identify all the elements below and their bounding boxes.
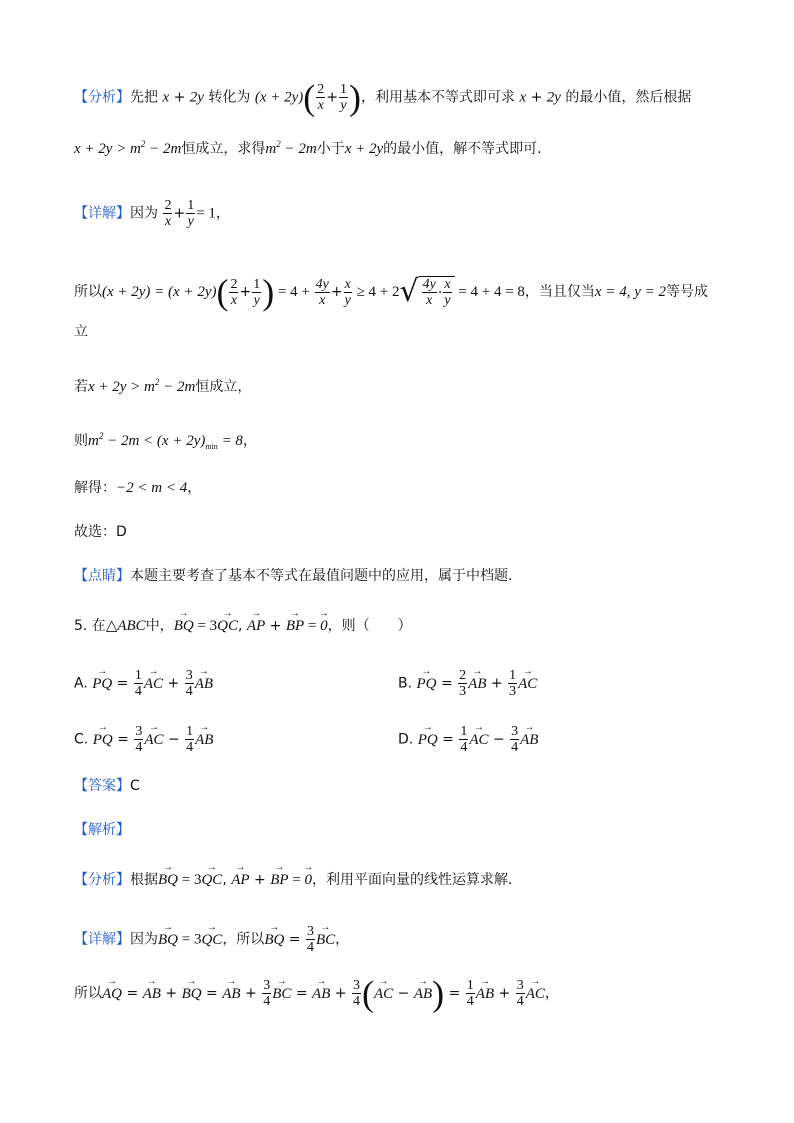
answer-value: C [130, 778, 140, 794]
text: ，当且仅当 [524, 284, 595, 300]
text: 5. 在 [74, 618, 106, 634]
analysis-line-1: 【分析】先把 x + 2y 转化为 (x + 2y)( $\frac{2}{x}$ + $\frac{1}{y}$ )，利用基本不等式即可求 x + 2y 的最小值，然后根据 [74, 77, 692, 118]
answer-line [74, 776, 140, 796]
detail-tag: 【详解】 [74, 205, 130, 222]
text: 转化为 [208, 89, 251, 106]
detail-tag: 【详解】 [74, 931, 130, 948]
detail-5-line-1: 【详解】因为→ BQ = 3→ QC，所以→ BQ = $\frac{3}{4}$ → BC， [74, 924, 349, 955]
text: 所以 [74, 284, 102, 300]
text: 恒成立，求得 [181, 141, 266, 157]
comment-tag: 【点睛】 [74, 568, 130, 584]
option-label: B. [398, 675, 413, 692]
detail-5-line-2: 所以→ AQ = → AB + → BQ = → AB + $\frac{3}{4}$ → BC = → AB + $\frac{3}{4}$ (→ AC − → AB) = $\frac{1}{4}$ → AB + $\frac{3}{4}$ → AC， [74, 978, 559, 1009]
solve-line: 解得：−2 < m < 4， [74, 480, 202, 496]
text: 根据 [130, 872, 158, 888]
text: ，所以 [222, 931, 265, 948]
detail-line-1: 【详解】因为 $\frac{2}{x}$ + $\frac{1}{y}$ = 1， [74, 198, 230, 229]
analysis-5: 【分析】根据→ BQ = 3→ QC, → AP + → BP = → 0，利用平面向量的线性运算求解. [74, 870, 512, 890]
jiexi-tag: 【解析】 [74, 822, 130, 838]
option-b[interactable]: B. → PQ = $\frac{2}{3}$ → AB + $\frac{1}{3}$ → AC [398, 668, 537, 699]
math: (x + 2y) = (x + 2y) [102, 284, 217, 300]
text: ，则（ ） [327, 618, 412, 634]
option-label: C. [74, 731, 89, 748]
text: 若 [74, 379, 88, 395]
text: 则 [74, 433, 88, 449]
option-d[interactable]: D. → PQ = $\frac{1}{4}$ → AC − $\frac{3}{4}$ → AB [398, 724, 538, 755]
text: 的最小值，然后根据 [565, 89, 692, 106]
math: (x + 2y) [254, 89, 304, 106]
text: ，利用平面向量的线性运算求解. [311, 872, 513, 888]
if-line: 若$x + 2y > m^2 - 2m$恒成立， [74, 377, 252, 395]
math: $m^2 - 2m$ [265, 139, 317, 157]
text: 中， [145, 618, 174, 634]
option-label: A. [74, 675, 88, 692]
text: 所以 [74, 985, 102, 1002]
text: ，利用基本不等式即可求 [361, 89, 516, 106]
text: 先把 [130, 89, 158, 106]
text: 的最小值，解不等式即可. [383, 141, 542, 157]
option-label: D. [398, 731, 414, 748]
text: 本题主要考查了基本不等式在最值问题中的应用，属于中档题. [130, 568, 513, 584]
detail-line-2: 所以(x + 2y) = (x + 2y)( $\frac{2}{x}$ + $\frac{1}{y}$ ) = 4 + $\frac{4y}{x}$ + $\frac{x}{y}$ ≥ 4 + 2 √ $\frac{4y}{x}$ · $\frac{x}{y}$ = 4 + 4 = 8，当且仅当x = 4, y = 2等号成 [74, 272, 708, 312]
text: 解得： [74, 480, 116, 496]
detail-line-3: 立 [74, 324, 88, 340]
then-line: 则$m^2 - 2m < (x + 2y)_{min} = 8$， [74, 431, 257, 451]
analysis-line-2: $x + 2y > m^2 - 2m$恒成立，求得$m^2 - 2m$小于x + 2y的最小值，解不等式即可. [74, 139, 542, 157]
text: 小于 [316, 141, 345, 157]
option-c[interactable]: C. → PQ = $\frac{3}{4}$ → AC − $\frac{1}{4}$ → AB [74, 724, 213, 755]
comment-line [74, 566, 512, 586]
option-a[interactable]: A. → PQ = $\frac{1}{4}$ → AC + $\frac{3}{4}$ → AB [74, 668, 213, 699]
question-5: 5. 在△ABC中，→ BQ = 3→ QC, → AP + → BP = → 0，则（ ） [74, 616, 412, 636]
text: 等号成 [665, 284, 708, 300]
text: 恒成立， [195, 379, 252, 395]
triangle-label: △ABC [105, 618, 146, 634]
text: 因为 [130, 205, 158, 222]
analysis-tag: 【分析】 [74, 89, 130, 106]
math: $\frac{2}{x}$ [164, 198, 172, 229]
text: 因为 [130, 931, 158, 948]
math: $x + 2y > m^2 - 2m$ [74, 139, 182, 157]
math: x [162, 89, 170, 106]
jiexi-line [74, 820, 130, 840]
answer-tag: 【答案】 [74, 778, 130, 794]
analysis-tag: 【分析】 [74, 872, 130, 888]
choose-line: 故选：D [74, 524, 127, 540]
